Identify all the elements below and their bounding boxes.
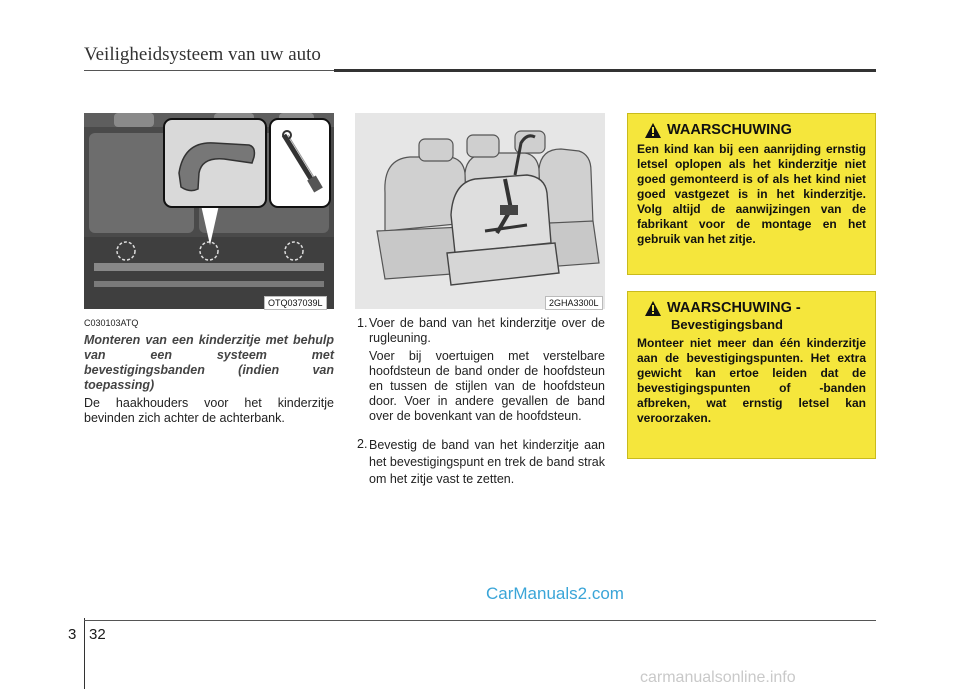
tether-hook-photo [84, 113, 334, 309]
step-text: Bevestig de band van het kinderzitje aan het bevestigingspunt en trek de band strak om het zitje vast te zetten. [369, 438, 605, 486]
footer-divider [84, 620, 876, 621]
warning-triangle-icon [645, 301, 661, 316]
chapter-number: 3 [68, 626, 77, 643]
header-rule [84, 70, 334, 71]
step-text-detail: Voer bij voertuigen met verstelbare hoofdsteun de band onder de hoofdsteun en tussen de stijlen van de hoofdsteun door. Voer in andere gevallen de band over de bovenkant van de hoofdsteun. [369, 349, 605, 423]
site-watermark: carmanualsonline.info [640, 669, 796, 686]
child-seat-photo [355, 113, 605, 309]
warning-title: WAARSCHUWING [667, 122, 792, 138]
step-2 [357, 437, 605, 488]
page-header-title: Veiligheidsysteem van uw auto [84, 44, 321, 65]
section-body: De haakhouders voor het kinderzitje bevinden zich achter de achterbank. [84, 396, 334, 425]
rear-seat-illustration [84, 113, 334, 309]
footer-divider-vertical [84, 618, 85, 689]
warning-box-2 [627, 291, 876, 459]
warning-text: Monteer niet meer dan één kinderzitje aan de bevestigingspunten. Het extra gewicht kan ertoe leiden dat de bevestigingspunten of -banden afbreken, wat ernstig letsel kan veroorzaken. [637, 336, 866, 425]
header-rule-thick [334, 69, 876, 72]
warning-box-1 [627, 113, 876, 275]
watermark-link[interactable]: CarManuals2.com [486, 584, 624, 603]
warning-subtitle: Bevestigingsband [671, 317, 783, 332]
step-1 [357, 316, 605, 424]
warning-title: WAARSCHUWING - [667, 300, 801, 316]
step-number: 2. [357, 437, 368, 451]
photo-caption-middle: 2GHA3300L [545, 296, 603, 310]
page-number: 32 [89, 626, 106, 643]
photo-caption-left: OTQ037039L [264, 296, 327, 310]
warning-triangle-icon [645, 123, 661, 138]
step-number: 1. [357, 316, 368, 330]
section-code: C030103ATQ [84, 318, 139, 328]
warning-text: Een kind kan bij een aanrijding ernstig letsel oplopen als het kinderzitje niet goed gemonteerd is of als het kind niet goed vastgezet is in het kinderzitje. Volg altijd de aanwijzingen van de fabrikant voor de montage en het gebruik van het zitje. [637, 142, 866, 246]
warning-heading [645, 300, 866, 316]
step-text: Voer de band van het kinderzitje over de rugleuning. [369, 316, 605, 345]
child-seat-illustration [355, 113, 605, 309]
warning-heading [645, 122, 866, 138]
section-subheading: Monteren van een kinderzitje met behulp van een systeem met bevestigingsbanden (indien van toepassing) [84, 333, 334, 392]
